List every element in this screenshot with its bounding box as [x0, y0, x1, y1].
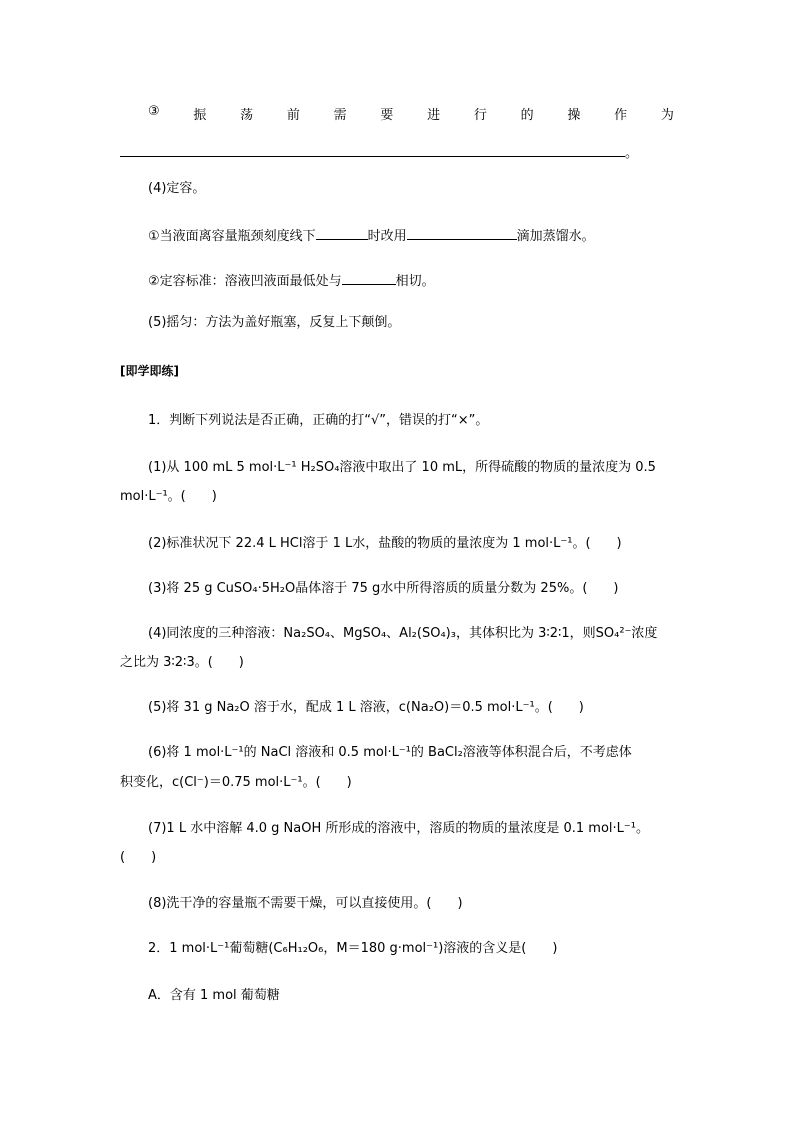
step3-char: 的: [520, 108, 534, 123]
q2-option-a: A．含有 1 mol 葡萄糖: [148, 988, 280, 1003]
q1-item-1-line-1: (1)从 100 mL 5 mol·L⁻¹ H₂SO₄溶液中取出了 10 mL，所得硫酸的物质的量浓度为 0.5: [148, 460, 656, 475]
step3-char: 进: [427, 108, 441, 123]
q1-item-2: (2)标准状况下 22.4 L HCl溶于 1 L水，盐酸的物质的量浓度为 1 mol·L⁻¹。( ): [148, 536, 622, 551]
item-2-text-b: 相切。: [395, 274, 435, 289]
blank-3: [342, 271, 396, 285]
blank-2: [407, 226, 517, 240]
section-4-item-2: [148, 271, 435, 288]
q1-item-6-line-2: 积变化，c(Cl⁻)＝0.75 mol·L⁻¹。( ): [120, 775, 352, 790]
section-4-item-1: [148, 226, 595, 243]
step3-char: 前: [286, 108, 300, 123]
step3-line: [148, 104, 674, 123]
item-1-text-c: 滴加蒸馏水。: [516, 229, 595, 244]
q1-item-5: (5)将 31 g Na₂O 溶于水，配成 1 L 溶液，c(Na₂O)＝0.5 mol·L⁻¹。( ): [148, 700, 584, 715]
step3-char: 荡: [240, 108, 254, 123]
step3-char: 需: [333, 108, 347, 123]
blank-1: [316, 226, 368, 240]
answer-end: 。: [625, 146, 639, 161]
q1-item-8: (8)洗干净的容量瓶不需要干燥，可以直接使用。( ): [148, 896, 463, 911]
step3-char: 要: [380, 108, 394, 123]
answer-blank: [120, 143, 625, 157]
step3-marker: ③: [148, 104, 160, 119]
step3-char: 为: [660, 108, 674, 123]
item-2-text-a: ②定容标准：溶液凹液面最低处与: [148, 274, 342, 289]
step3-char: 振: [193, 108, 207, 123]
q1-item-7-line-2: ( ): [120, 850, 157, 865]
q1-item-4-line-1: (4)同浓度的三种溶液：Na₂SO₄、MgSO₄、Al₂(SO₄)₃，其体积比为 3∶2∶1，则SO₄²⁻浓度: [148, 626, 658, 641]
step3-char: 行: [473, 108, 487, 123]
section-4-title: (4)定容。: [148, 181, 206, 196]
step3-char: 作: [614, 108, 628, 123]
q1-item-6-line-1: (6)将 1 mol·L⁻¹的 NaCl 溶液和 0.5 mol·L⁻¹的 BaCl₂溶液等体积混合后，不考虑体: [148, 745, 632, 760]
item-1-text-b: 时改用: [367, 229, 407, 244]
item-1-text-a: ①当液面离容量瓶颈刻度线下: [148, 229, 316, 244]
answer-line: [120, 143, 638, 160]
question-2-stem: 2．1 mol·L⁻¹葡萄糖(C₆H₁₂O₆，M＝180 g·mol⁻¹)溶液的含义是( ): [148, 941, 558, 956]
q1-item-7-line-1: (7)1 L 水中溶解 4.0 g NaOH 所形成的溶液中，溶质的物质的量浓度是 0.1 mol·L⁻¹。: [148, 821, 649, 836]
section-5: (5)摇匀：方法为盖好瓶塞，反复上下颠倒。: [148, 315, 401, 330]
step3-char: 操: [567, 108, 581, 123]
question-1-stem: 1．判断下列说法是否正确，正确的打“√”，错误的打“×”。: [148, 413, 489, 428]
q1-item-3: (3)将 25 g CuSO₄·5H₂O晶体溶于 75 g水中所得溶质的质量分数为 25%。( ): [148, 581, 619, 596]
q1-item-4-line-2: 之比为 3∶2∶3。( ): [120, 655, 244, 670]
section-heading: [即学即练]: [120, 364, 179, 378]
q1-item-1-line-2: mol·L⁻¹。( ): [120, 489, 217, 504]
